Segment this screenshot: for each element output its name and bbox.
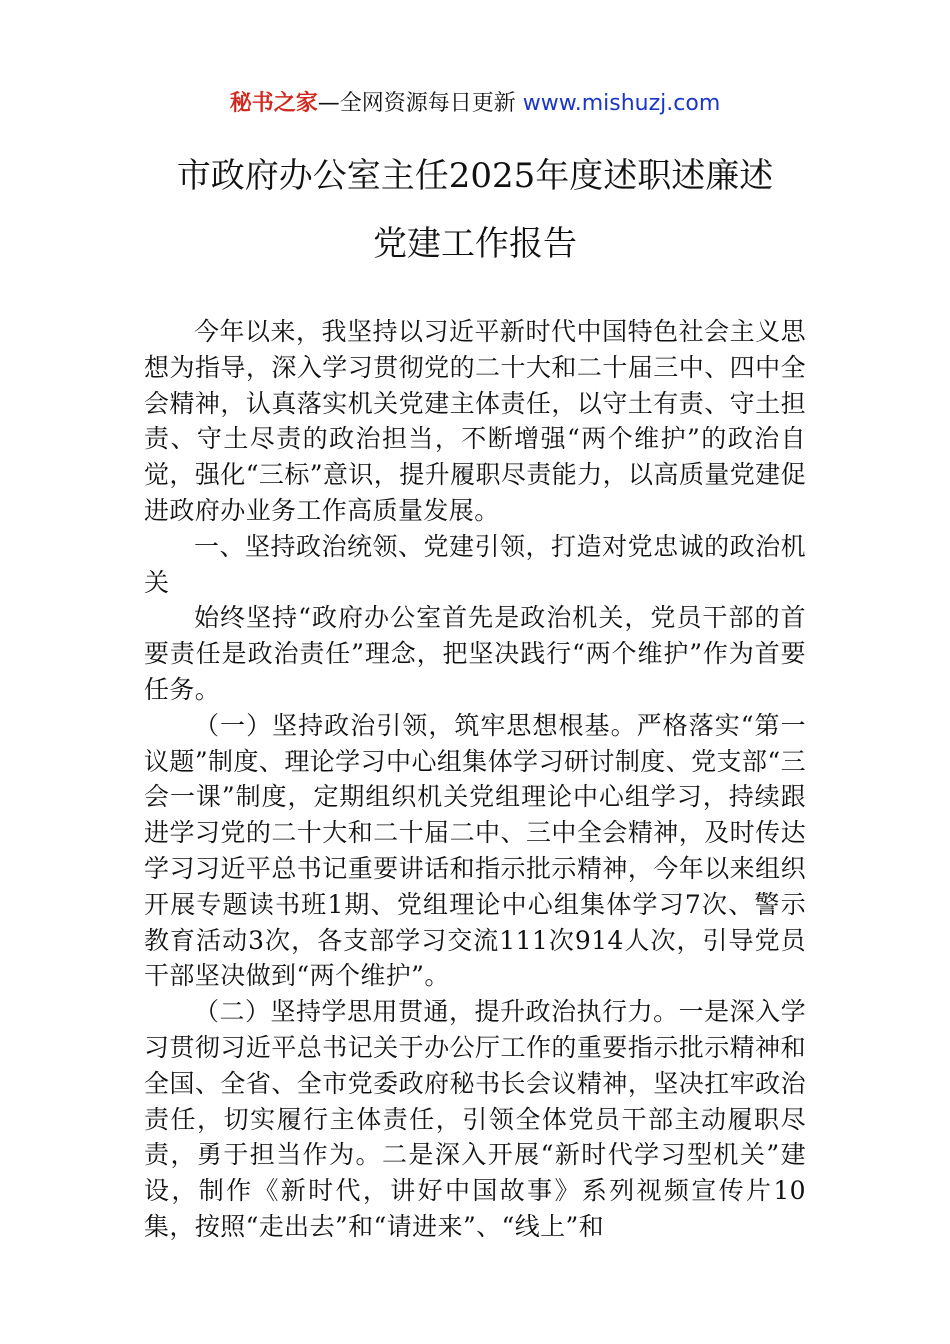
section-1-paragraph: 始终坚持“政府办公室首先是政治机关，党员干部的首要责任是政治责任”理念，把坚决践行“两个维护”作为首要任务。	[144, 603, 806, 704]
document-title-line-1: 市政府办公室主任2025年度述职述廉述	[176, 156, 774, 196]
section-heading-1: 一、坚持政治统领、党建引领，打造对党忠诚的政治机关	[144, 531, 806, 597]
site-header	[0, 86, 950, 122]
intro-paragraph: 今年以来，我坚持以习近平新时代中国特色社会主义思想为指导，深入学习贯彻党的二十大和二十届三中、四中全会精神，认真落实机关党建主体责任，以守土有责、守土担责、守土尽责的政治担当，不断增强“两个维护”的政治自觉，强化“三标”意识，提升履职尽责能力，以高质量党建促进政府办业务工作高质量发展。	[144, 317, 806, 525]
subsection-1-paragraph: （一）坚持政治引领，筑牢思想根基。严格落实“第一议题”制度、理论学习中心组集体学习研讨制度、党支部“三会一课”制度，定期组织机关党组理论中心组学习，持续跟进学习党的二十大和二十届二中、三中全会精神，及时传达学习习近平总书记重要讲话和指示批示精神，今年以来组织开展专题读书班1期、党组理论中心组集体学习7次、警示教育活动3次，各支部学习交流111次914人次，引导党员干部坚决做到“两个维护”。	[144, 710, 806, 991]
site-tagline: —全网资源每日更新	[317, 91, 523, 116]
document-title-line-2: 党建工作报告	[373, 224, 577, 264]
site-url-link[interactable]: www.mishuzj.com	[522, 91, 721, 116]
subsection-2-paragraph: （二）坚持学思用贯通，提升政治执行力。一是深入学习贯彻习近平总书记关于办公厅工作的重要指示批示精神和全国、全省、全市党委政府秘书长会议精神，坚决扛牢政治责任，切实履行主体责任，引领全体党员干部主动履职尽责，勇于担当作为。二是深入开展“新时代学习型机关”建设，制作《新时代，讲好中国故事》系列视频宣传片10集，按照“走出去”和“请进来”、“线上”和	[144, 997, 806, 1241]
site-brand: 秘书之家	[229, 91, 318, 116]
document-body	[144, 314, 806, 1245]
